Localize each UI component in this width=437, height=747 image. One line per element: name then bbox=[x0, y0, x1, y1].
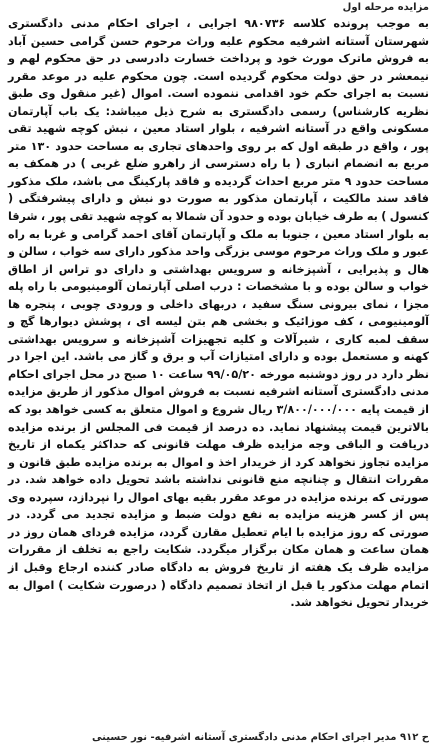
notice-body: به موجب پرونده کلاسه ۹۸۰۷۳۶ اجرایی ، اجرای احکام مدنی دادگستری شهرستان آستانه اشرفیه محکوم علیه وراث مرحوم حسن گرامی حسین آباد به فروش ماترک مورث خود و پرداخت خسارت دادرسی در حق محکوم لهم و نیمعشر در حق دولت محکوم گردیده است. چون محکوم علیه در موعد مقرر نسبت به اجرای حکم خود اقدامی ننموده است. اموال (غیر منقول وی طبق نظریه کارشناس) رسمی دادگستری به شرح ذیل میباشد: یک باب آپارتمان مسکونی واقع در آستانه اشرفیه ، بلوار استاد معین ، نبش کوچه شهید تقی پور ، واقع در طبقه اول که بر روی واحدهای تجاری به مساحت حدود ۱۳۰ متر مربع به انضمام انباری ( با راه دسترسی از راهرو ضلع غربی ) در همکف به مساحت حدود ۹ متر مربع احداث گردیده و فاقد پارکینگ می باشد، ملک مذکور فاقد سند مالکیت ، آپارتمان مذکور به صورت دو نبش و دارای پیشرفتگی ( کنسول ) به طرف خیابان بوده و حدود آن شمالا به کوچه شهید تقی پور ، شرقا به بلوار استاد معین ، جنوبا به ملک و آپارتمان آقای احمد گرامی و غربا به راه عبور و ملک وراث مرحوم موسی بزرگی واحد مذکور دارای سه خواب ، سالن و هال و پذیرایی ، آشپزخانه و سرویس بهداشتی و دارای دو تراس از اطاق خواب و سالن بوده و با مشخصات : درب اصلی آپارتمان آلومینیومی با راه پله مجزا ، نمای بیرونی سنگ سفید ، دربهای داخلی و ورودی چوبی ، پنجره ها آلومینیومی ، کف موزائیک و بخشی هم بتن لیسه ای ، پوشش دیوارها گچ و سقف لمبه کاری ، شیرآلات و کلیه تجهیزات آشپزخانه و سرویس بهداشتی کهنه و مستعمل بوده و دارای امتیازات آب و برق و گاز می باشد. این اجرا در نظر دارد در روز دوشنبه مورخه ۹۹/۰۵/۲۰ ساعت ۱۰ صبح در محل اجرای احکام مدنی دادگستری آستانه اشرفیه نسبت به فروش اموال مذکور از طریق مزایده از قیمت پایه ۳/۸۰۰/۰۰۰/۰۰۰ ریال شروع و اموال متعلق به کسی خواهد بود که بالاترین قیمت پیشنهاد نماید. ده درصد از قیمت فی المجلس از برنده مزایده دریافت و الباقی وجه مزایده ظرف مهلت قانونی که حداکثر یکماه از تاریخ مزایده تجاوز نخواهد کرد از خریدار اخذ و اموال به برنده مزایده طبق قانون و مقررات انتقال و چنانچه منع قانونی نداشته باشد تحویل داده خواهد شد. در صورتی که برنده مزایده در موعد مقرر بقیه بهای اموال را نپردازد، سپرده وی پس از کسر هزینه مزایده به نفع دولت ضبط و مزایده تجدید می گردد. در صورتی که روز مزایده با ایام تعطیل مقارن گردد، مزایده فردای همان روز در همان ساعت و همان مکان برگزار میگردد. شکایت راجع به تخلف از مقررات مزایده ظرف یک هفته از تاریخ فروش به دادگاه صادر کننده ارجاع وقبل از اتمام مهلت مذکور یا قبل از اتخاذ تصمیم دادگاه ( درصورت شکایت ) اموال به خریدار تحویل نخواهد شد. bbox=[8, 17, 430, 610]
notice-signature: ح ۹۱۲ مدیر اجرای احکام مدنی دادگستری آستانه اشرفیه- نور حسینی bbox=[92, 732, 429, 743]
notice-heading: مزایده مرحله اول bbox=[342, 2, 429, 13]
